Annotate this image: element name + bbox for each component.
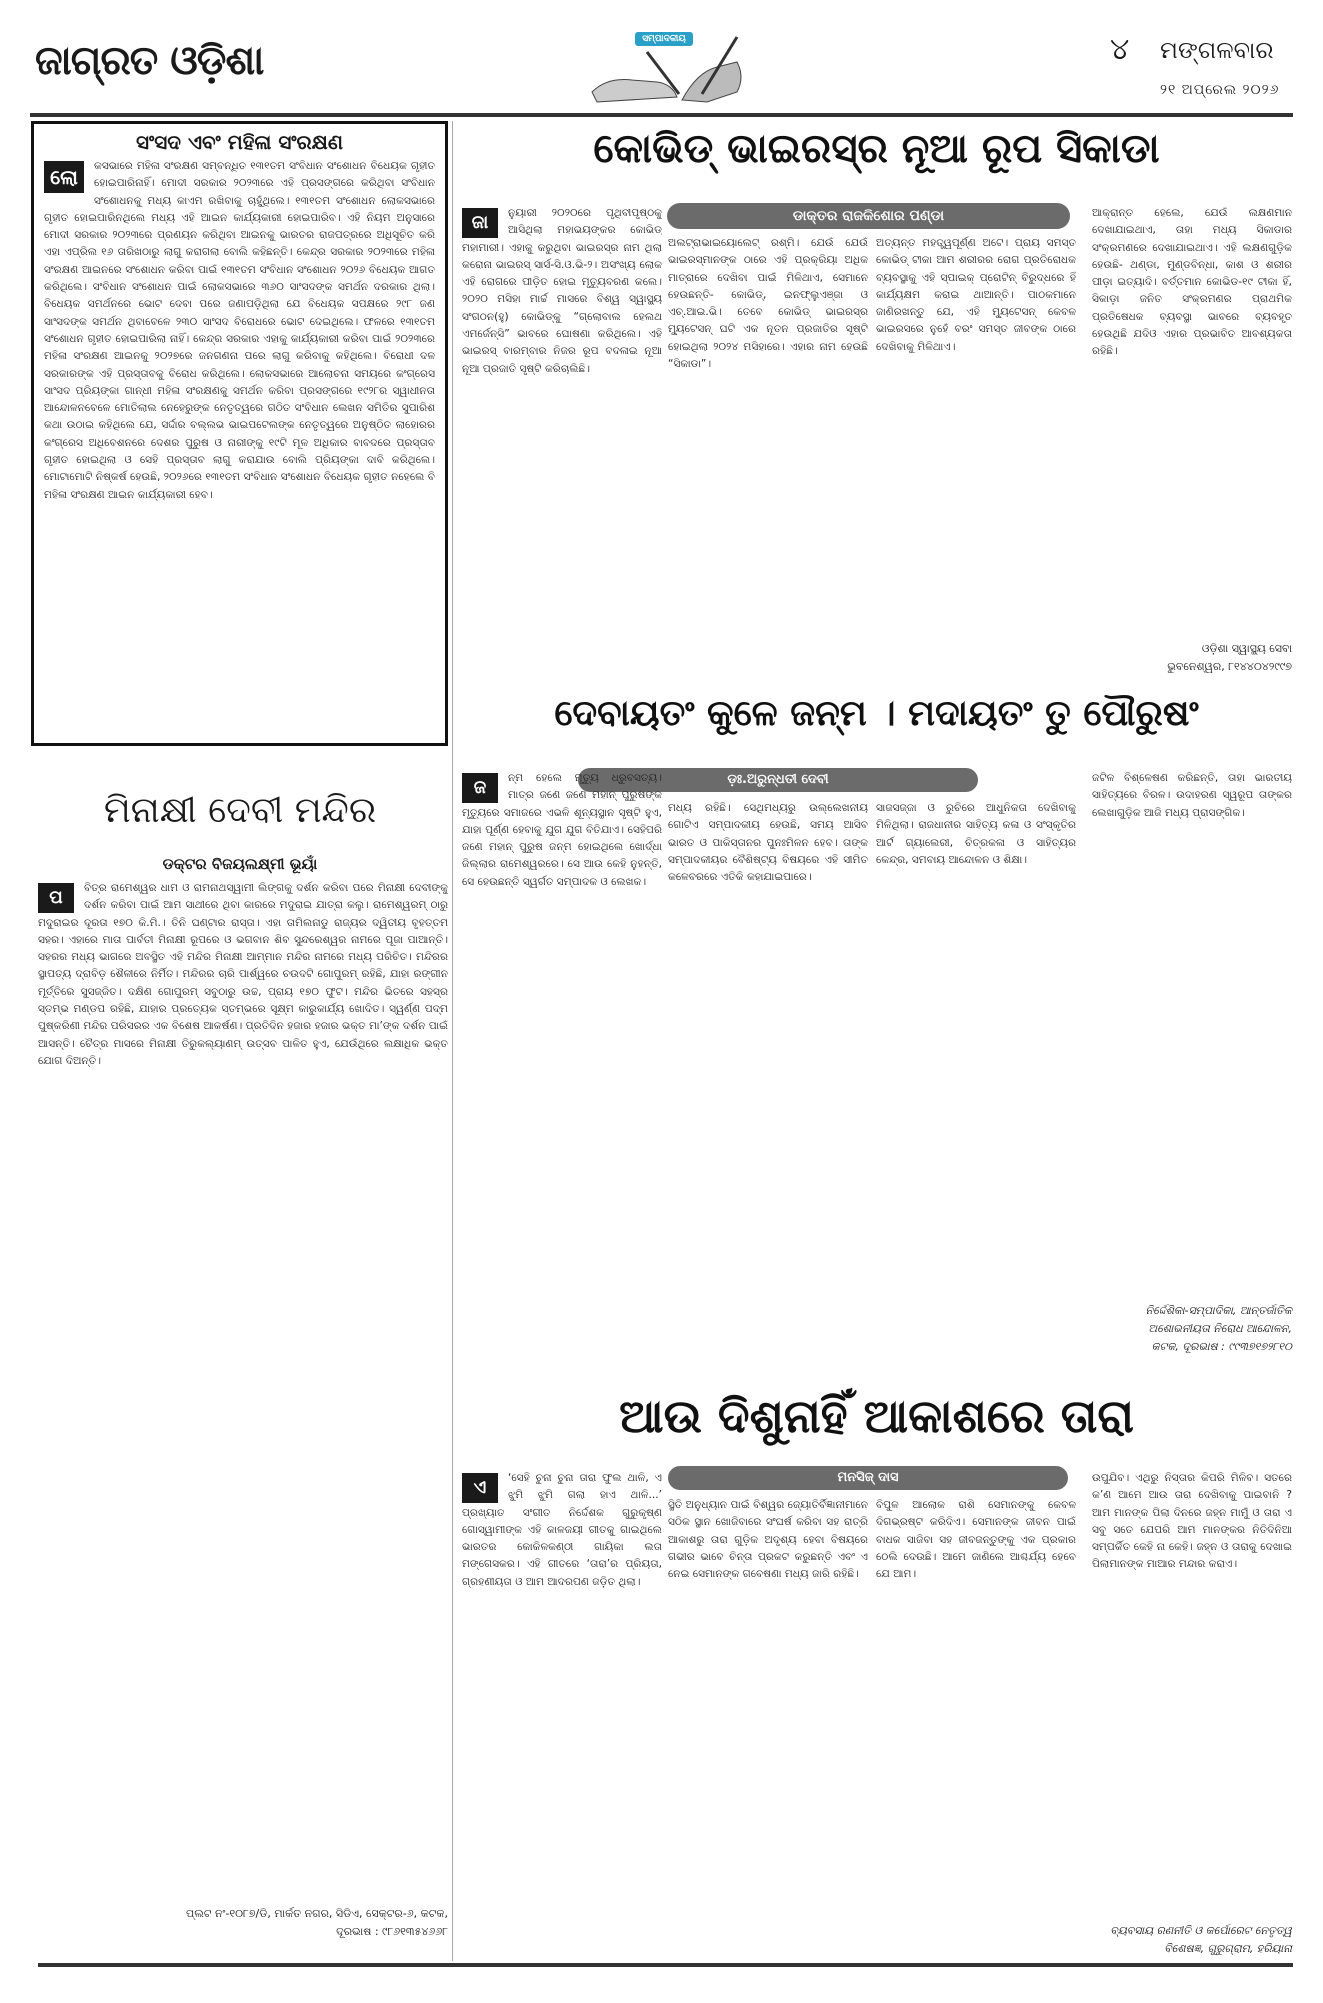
- page-number: ୪: [1110, 32, 1130, 67]
- meenakshi-body: [38, 880, 448, 1890]
- devayattam-col-1: [462, 770, 662, 1360]
- newspaper-name: ଜାଗ୍ରତ ଓଡ଼ିଶା: [35, 38, 264, 84]
- tara-col-4: ଉପୁଯିବ। ଏଥିରୁ ନିସ୍ତାର କିପରି ମିଳିବ। ସତରେ କ’ଣ ଆମେ ଆଉ ତାରା ଦେଖିବାକୁ ପାଇବାନି ? ଆମ ମାନଙ୍କ ପିଲା ଦିନରେ ଜହ୍ନ ମାମୁଁ ଓ ତାରା ଏ ସବୁ ସତେ ଯେପରି ଆମ ମାନଙ୍କର ନିତିଦିନିଆ ସମ୍ପର୍କିତ କେହି ନା କେହି। ଜହ୍ନ ଓ ତାରାକୁ ଦେଖାଇ ପିଲାମାନଙ୍କ ମାଆର ମନ୍ଦାର କରାଏ।: [1092, 1472, 1292, 1571]
- tara-headline: ଆଉ ଦିଶୁନାହିଁ ଆକାଶରେ ତାରା: [619, 1389, 1134, 1443]
- tara-signature-place: ବିଶେଷଜ୍ଞ, ଗୁରୁଗ୍ରାମ, ହରିୟାନା: [1164, 1942, 1292, 1955]
- meenakshi-author: ଡକ୍ଟର ବିଜୟଲକ୍ଷ୍ମୀ ଭୂୟାଁ: [162, 855, 318, 873]
- dropcap: ଜ: [462, 773, 498, 803]
- editorial-logo-word: ସମ୍ପାଦକୀୟ: [635, 32, 693, 46]
- dropcap: ଜା: [462, 208, 498, 238]
- editorial-logo: [587, 22, 747, 108]
- bottom-rule: [38, 1963, 1293, 1967]
- devayattam-headline: ଦେବାୟତଂ କୁଳେ ଜନ୍ମ । ମଦାୟତଂ ତୁ ପୌରୁଷଂ: [554, 693, 1199, 734]
- covid-col-4: ଆକ୍ରାନ୍ତ ହେଲେ, ଯେଉଁ ଲକ୍ଷଣମାନ ଦେଖାଯାଇଥାଏ, ତାହା ମଧ୍ୟ ସିକାଡାର ସଂକ୍ରମଣରେ ଦେଖାଯାଇଥାଏ। ଏହି ଲକ୍ଷଣଗୁଡ଼ିକ ହେଉଛି- ଥଣ୍ଡା, ମୁଣ୍ଡବିନ୍ଧା, କାଶ ଓ ଶରୀର ପୀଡ଼ା ଇତ୍ୟାଦି। ବର୍ତ୍ତମାନ କୋଭିଡ-୧୯ ଟୀକା ହିଁ, ସିକାଡ଼ା ଜନିତ ସଂକ୍ରମଣର ପ୍ରାଥମିକ ପ୍ରତିଷେଧକ ବ୍ୟବସ୍ଥା ଭାବରେ ବ୍ୟବହୃତ ହେଉଥିଛି ଯଦିଓ ଏହାର ପ୍ରଭାବିତ ଆବଶ୍ୟକତା ରହିଛି।: [1092, 207, 1292, 358]
- column-divider: [452, 121, 453, 1961]
- devayattam-signature-org: ଅଶୋଭନୀୟତା ନିରୋଧ ଆନ୍ଦୋଳନ,: [1148, 1322, 1292, 1335]
- masthead: [30, 0, 1293, 118]
- boxed-editorial-body: [34, 154, 445, 504]
- issue-date: ୨୧ ଅପ୍ରେଲ ୨୦୨୬: [1160, 82, 1280, 98]
- tara-col-3: ବିପୁଳ ଆଲୋକ ରାଶି ସେମାନଙ୍କୁ କେବଳ ଦିଗଭ୍ରଷ୍ଟ କରିଦିଏ। ସେମାନଙ୍କ ଜୀବନ ପାଇଁ ବାଧକ ସାଜିବା ସହ ଜୀବଜନ୍ତୁଙ୍କୁ ଏକ ପ୍ରକାର ଠେଲି ଦେଉଛି। ଆମେ ଜାଣିଲେ ଆଶ୍ଚର୍ଯ୍ୟ ହେବେ ଯେ ଆମ।: [876, 1499, 1076, 1581]
- devayattam-signature-phone: କଟକ, ଦୂରଭାଷ : ୯୯୩୭୧୭୨୮୧୦: [1151, 1340, 1292, 1353]
- covid-col-1: [462, 205, 662, 685]
- covid-signature-org: ଓଡ଼ିଶା ସ୍ୱାସ୍ଥ୍ୟ ସେବା: [1201, 642, 1292, 655]
- dropcap: ଏ: [462, 1473, 498, 1503]
- devayattam-col-3: ସାଜସଜ୍ଜା ଓ ରୁଚିରେ ଆଧୁନିକତା ଦେଖିବାକୁ ମିଳିଥିଲା। ରାଜଧାନୀର ସାହିତ୍ୟ କଳା ଓ ସଂସ୍କୃତିର ଆର୍ଟ ଗ୍ୟାଲେରୀ, ଚିତ୍ରକଳା ଓ ସାହିତ୍ୟର କେନ୍ଦ୍ର, ସମବାୟ ଆନ୍ଦୋଳନ ଓ ଶିକ୍ଷା।: [876, 802, 1076, 866]
- tara-byline: ମନସିଜ୍ ଦାସ: [668, 1466, 1068, 1490]
- covid-signature-place: ଭୁବନେଶ୍ୱର, ୮୧୪୪୦୪୨୯୯୭: [1167, 660, 1292, 673]
- devayattam-byline: ଡ଼ଃ.ଅରୁନ୍ଧତୀ ଦେବୀ: [578, 768, 978, 792]
- meenakshi-phone: ଦୂରଭାଷ : ୯୮୬୧୩୫୪୬୬୮: [336, 1925, 448, 1938]
- devayattam-col-4: ଜଟିଳ ବିଶ୍ଳେଷଣ କରିଛନ୍ତି, ତାହା ଭାରତୀୟ ସାହିତ୍ୟରେ ବିରଳ। ଉଦାହରଣ ସ୍ୱରୂପ ତାଙ୍କର ଲେଖାଗୁଡ଼ିକ ଆଜି ମଧ୍ୟ ପ୍ରାସଙ୍ଗିକ।: [1092, 772, 1292, 819]
- meenakshi-address: ପ୍ଲଟ ନଂ-୧୦୮୭/ଡି, ମାର୍କତ ନଗର, ସିଡିଏ, ସେକ୍ଟର-୬, କଟକ,: [186, 1907, 448, 1920]
- devayattam-signature-role: ନିର୍ଦ୍ଦେଶିକା-ସମ୍ପାଦିକା, ଆନ୍ତର୍ଜାତିକ: [1145, 1304, 1292, 1317]
- dropcap: ଲୋ: [44, 161, 84, 193]
- tara-signature-role: ବ୍ୟବସାୟ ରଣନୀତି ଓ କର୍ପୋରେଟ ନେତୃତ୍ୱ: [1110, 1924, 1292, 1937]
- devayattam-col-1-text: ନ୍ମ ହେଲେ ମୃତ୍ୟୁ ଧ୍ରୁବସତ୍ୟ। ମାତ୍ର ଜଣେ ଜଣେ ମହାନ୍ ପୁରୁଷଙ୍କ ମୃତ୍ୟୁରେ ସମାଜରେ ଏଭଳି ଶୂନ୍ୟସ୍ଥାନ ସୃଷ୍ଟି ହୁଏ, ଯାହା ପୂର୍ଣ୍ଣ ହେବାକୁ ଯୁଗ ଯୁଗ ବିତିଯାଏ। ସେହିପରି ଜଣେ ମହାନ୍ ପୁରୁଷ ଜନ୍ମ ହୋଇଥିଲେ ଖୋର୍ଦ୍ଧା ଜିଲ୍ଲାର ରାମେଶ୍ୱରରେ। ସେ ଆଉ କେହି ନୁହନ୍ତି, ସେ ହେଉଛନ୍ତି ସ୍ୱର୍ଗତ ସମ୍ପାଦକ ଓ ଲେଖକ।: [462, 772, 662, 888]
- meenakshi-title: ମିନାକ୍ଷୀ ଦେବୀ ମନ୍ଦିର: [103, 790, 377, 831]
- covid-col-1-text: ନୁୟାରୀ ୨୦୨୦ରେ ପୃଥିବୀପୃଷ୍ଠକୁ ଆସିଥିଲା ମହାଭୟଙ୍କର କୋଭିଡ୍ ମହାମାରୀ। ଏହାକୁ କରୁଥିବା ଭାଇରସ୍‌ର ନାମ ଥିଲା କରୋନା ଭାଇରସ୍ ସାର୍ସ-ସି.ଓ.ଭି-୨। ଅସଂଖ୍ୟ ଲୋକ ଏହି ରୋଗରେ ପୀଡ଼ିତ ହୋଇ ମୃତ୍ୟୁବରଣ କଲେ। ୨୦୨୦ ମସିହା ମାର୍ଚ୍ଚ ମାସରେ ବିଶ୍ୱ ସ୍ୱାସ୍ଥ୍ୟ ସଂଗଠନ(ହୁ) କୋଭିଡ୍‌କୁ “ଗ୍ଲୋବାଲ ହେଲଥ ଏମର୍ଜେନ୍ସି” ଭାବରେ ଘୋଷଣା କରିଥିଲେ। ଏହି ଭାଇରସ୍ ବାରମ୍ବାର ନିଜର ରୂପ ବଦଳାଇ ନୂଆ ନୂଆ ପ୍ରଜାତି ସୃଷ୍ଟି କରିଚାଲିଛି।: [462, 207, 662, 375]
- boxed-editorial: [31, 121, 448, 746]
- covid-headline: କୋଭିଡ୍ ଭାଇରସ୍‌ର ନୂଆ ରୂପ ସିକାଡା: [593, 126, 1160, 172]
- dropcap: ପ: [38, 883, 74, 913]
- covid-col-2: ଅଲଟ୍ରାଭାଇୟୋଲେଟ୍ ରଶ୍ମି। ଯେଉଁ ଯେଉଁ ଭାଇରସ୍‌ମାନଙ୍କ ଠାରେ ଏହି ପ୍ରକ୍ରିୟା ଅଧିକ ମାତ୍ରାରେ ଦେଖିବା ପାଇଁ ମିଳିଥାଏ, ସେମାନେ ହେଉଛନ୍ତି- କୋଭିଡ୍, ଇନଫ୍ଲୁଏଞ୍ଜା ଓ ଏଚ୍.ଆଇ.ଭି। ତେବେ କୋଭିଡ୍ ଭାଇରସ୍‌ର ମ୍ୟୁଟେସନ୍ ଘଟି ଏକ ନୂତନ ପ୍ରଜାତିର ସୃଷ୍ଟି ହୋଇଥିଲା ୨୦୨୪ ମସିହାରେ। ଏହାର ନାମ ହେଉଛି “ସିକାଡା”।: [668, 237, 868, 371]
- covid-col-3: ଅତ୍ୟନ୍ତ ମହତ୍ତ୍ୱପୂର୍ଣ୍ଣ ଅଟେ। ପ୍ରାୟ ସମସ୍ତ କୋଭିଡ୍ ଟୀକା ଆମ ଶରୀରର ରୋଗ ପ୍ରତିରୋଧକ ବ୍ୟବସ୍ଥାକୁ ଏହି ସ୍ପାଇକ୍ ପ୍ରୋଟିନ୍ ବିରୁଦ୍ଧରେ ହିଁ କାର୍ଯ୍ୟକ୍ଷମ କରାଇ ଥାଆନ୍ତି। ପାଠକମାନେ ଜାଣିରଖନ୍ତୁ ଯେ, ଏହି ମ୍ୟୁଟେସନ୍ କେବଳ ଭାଇରସରେ ନୁହେଁ ବରଂ ସମସ୍ତ ଜୀବଙ୍କ ଠାରେ ଦେଖିବାକୁ ମିଳିଥାଏ।: [876, 237, 1076, 353]
- tara-col-2: ସ୍ଥିତି ଅନୁଧ୍ୟାନ ପାଇଁ ବିଶ୍ୱର ଜ୍ୟୋତିର୍ବିଜ୍ଞାନୀମାନେ ସଠିକ ସ୍ଥାନ ଖୋଜିବାରେ ସଂଘର୍ଷ କରିବା ସହ ରାତ୍ରି ଆକାଶରୁ ତାରା ଗୁଡ଼ିକ ଅଦୃଶ୍ୟ ହେବା ବିଷୟରେ ଗଭୀର ଭାବେ ଚିନ୍ତା ପ୍ରକଟ କରୁଛନ୍ତି ଏବଂ ଏ ନେଇ ସେମାନଙ୍କ ଗବେଷଣା ମଧ୍ୟ ଜାରି ରହିଛି।: [668, 1499, 868, 1581]
- tara-col-1: [462, 1470, 662, 1950]
- top-rule: [30, 113, 1293, 117]
- covid-byline: ଡାକ୍ତର ରାଜକିଶୋର ପଣ୍ଡା: [667, 203, 1070, 229]
- boxed-editorial-title: ସଂସଦ ଏବଂ ମହିଳା ସଂରକ୍ଷଣ: [136, 130, 343, 154]
- devayattam-col-2: ମଧ୍ୟ ରହିଛି। ସେଥିମଧ୍ୟରୁ ଉଲ୍ଲେଖନୀୟ ଗୋଟିଏ ସମ୍ପାଦକୀୟ ହେଉଛି, ସମୟ ଆସିବ ଭାରତ ଓ ପାକିସ୍ତାନର ପୁନଃମିଳନ ହେବ। ତାଙ୍କ ସମ୍ପାଦକୀୟର ବୈଶିଷ୍ଟ୍ୟ ବିଷୟରେ ଏହି ସୀମିତ କଳେବରରେ ଏତିକି କହାଯାଇପାରେ।: [668, 802, 868, 884]
- weekday: ମଙ୍ଗଳବାର: [1160, 36, 1274, 64]
- meenakshi-text: ବିତ୍ର ରାମେଶ୍ୱର ଧାମ ଓ ରାମନାଥସ୍ୱାମୀ ଲିଙ୍ଗକୁ ଦର୍ଶନ କରିବା ପରେ ମିନାକ୍ଷୀ ଦେବୀଙ୍କୁ ଦର୍ଶନ କରିବା ପାଇଁ ଆମ ସାଥୀରେ ଥିବା କାରରେ ମଦୁରାଇ ଯାତ୍ରା କଲୁ। ରାମେଶ୍ୱରମ୍ ଠାରୁ ମଦୁରାଇର ଦୂରତା ୧୭୦ କି.ମି.। ତିନି ଘଣ୍ଟାର ରାସ୍ତା। ଏହା ତାମିଲନାଡୁ ରାଜ୍ୟର ଦ୍ୱିତୀୟ ବୃହତ୍ତମ ସହର। ଏହାରେ ମାତା ପାର୍ବତୀ ମିନାକ୍ଷୀ ରୂପରେ ଓ ଭଗବାନ ଶିବ ସୁନ୍ଦରେଶ୍ୱର ନାମରେ ପୂଜା ପାଆନ୍ତି। ସହରର ମଧ୍ୟ ଭାଗରେ ଅବସ୍ଥିତ ଏହି ମନ୍ଦିର ମିନାକ୍ଷୀ ଆମ୍ମାନ ମନ୍ଦିର ନାମରେ ମଧ୍ୟ ପରିଚିତ। ମନ୍ଦିରର ସ୍ଥାପତ୍ୟ ଦ୍ରାବିଡ଼ ଶୈଳୀରେ ନିର୍ମିତ। ମନ୍ଦିରର ଚାରି ପାର୍ଶ୍ୱରେ ଚଉଦଟି ଗୋପୁରମ୍ ରହିଛି, ଯାହା ରଙ୍ଗୀନ ମୂର୍ତ୍ତିରେ ସୁସଜ୍ଜିତ। ଦକ୍ଷିଣ ଗୋପୁରମ୍ ସବୁଠାରୁ ଉଚ୍ଚ, ପ୍ରାୟ ୧୭୦ ଫୁଟ। ମନ୍ଦିର ଭିତରେ ସହସ୍ର ସ୍ତମ୍ଭ ମଣ୍ଡପ ରହିଛି, ଯାହାର ପ୍ରତ୍ୟେକ ସ୍ତମ୍ଭରେ ସୂକ୍ଷ୍ମ କାରୁକାର୍ଯ୍ୟ ଖୋଦିତ। ସ୍ୱର୍ଣ୍ଣ ପଦ୍ମ ପୁଷ୍କରିଣୀ ମନ୍ଦିର ପରିସରର ଏକ ବିଶେଷ ଆକର୍ଷଣ। ପ୍ରତିଦିନ ହଜାର ହଜାର ଭକ୍ତ ମା’ଙ୍କ ଦର୍ଶନ ପାଇଁ ଆସନ୍ତି। ଚୈତ୍ର ମାସରେ ମିନାକ୍ଷୀ ତିରୁକଲ୍ୟାଣମ୍ ଉତ୍ସବ ପାଳିତ ହୁଏ, ଯେଉଁଥିରେ ଲକ୍ଷାଧିକ ଭକ୍ତ ଯୋଗ ଦିଅନ୍ତି।: [38, 882, 448, 1067]
- tara-col-1-text: ‘ସେହି ଚୁନା ଚୁନା ତାରା ଫୁଲ ଥାଳି, ଏ ଝୁମି ଝୁମି ଗଲା ହାଏ ଥାଳି...’ ପ୍ରଖ୍ୟାତ ସଂଗୀତ ନିର୍ଦ୍ଦେଶକ ଗୁରୁକୃଷ୍ଣ ଗୋସ୍ୱାମୀଙ୍କ ଏହି କାଳଜୟୀ ଗୀତକୁ ଗାଇଥିଲେ ଭାରତର କୋକିଳକଣ୍ଠୀ ଗାୟିକା ଲତା ମଙ୍ଗେସକର। ଏହି ଗୀତରେ ‘ତାରା’ର ପ୍ରିୟତା, ଗ୍ରହଣୀୟତା ଓ ଆମ ଆଦରପଣ ଜଡ଼ିତ ଥିଲା।: [462, 1472, 662, 1588]
- boxed-editorial-text: କସଭାରେ ମହିଳା ସଂରକ୍ଷଣ ସମ୍ବନ୍ଧିତ ୧୩୧ତମ ସଂବିଧାନ ସଂଶୋଧନ ବିଧେୟକ ଗୃହୀତ ହୋଇପାରିନାହିଁ। ମୋଦୀ ସରକାର ୨୦୨୩ରେ ଏହି ପ୍ରସଙ୍ଗରେ କରିଥିବା ସଂବିଧାନ ସଂଶୋଧନକୁ ମଧ୍ୟ କାଏମ ରଖିବାକୁ ଚାହୁଁଥିଲେ। ୧୩୧ତମ ସଂଶୋଧନ ଲୋକସଭାରେ ଗୃହୀତ ହୋଇପାରିନଥିଲେ ମଧ୍ୟ ଏହି ଆଇନ କାର୍ଯ୍ୟକାରୀ ହୋଇପାରିବ। ଏହି ନିୟମ ଅନୁସାରେ ମୋଦୀ ସରକାର ୨୦୨୩ରେ ପ୍ରଣୟନ କରିଥିବା ଆଇନକୁ ଭାରତର ରାଜପତ୍ରରେ ଅଧିସୂଚିତ କରି ଏହା ଏପ୍ରିଲ ୧୬ ତାରିଖଠାରୁ ଲାଗୁ କରାଗଲା ବୋଲି କହିଛନ୍ତି। କେନ୍ଦ୍ର ସରକାର ୨୦୨୩ରେ ମହିଳା ସଂରକ୍ଷଣ ଆଇନରେ ସଂଶୋଧନ କରିବା ପାଇଁ ୧୩୧ତମ ସଂବିଧାନ ସଂଶୋଧନ ୨୦୨୬ ବିଧେୟକ ଆଗତ କରିଥିଲେ। ସଂବିଧାନ ସଂଶୋଧନ ପାଇଁ ଲୋକସଭାରେ ୩୬୦ ସାଂସଦଙ୍କ ସମର୍ଥନ ଦରକାର ଥିଲା। ବିଧେୟକ ସମର୍ଥନରେ ଭୋଟ ଦେବା ପରେ ଜଣାପଡ଼ିଥିଲା ଯେ ବିଧେୟକ ସପକ୍ଷରେ ୨୯୮ ଜଣ ସାଂସଦଙ୍କ ସମର୍ଥନ ଥିବାବେଳେ ୨୩୦ ସାଂସଦ ବିରୋଧରେ ଭୋଟ ଦେଇଥିଲେ। ଫଳରେ ୧୩୧ତମ ସଂଶୋଧନ ଗୃହୀତ ହୋଇପାରିଲା ନାହିଁ। କେନ୍ଦ୍ର ସରକାର ଏହାକୁ କାର୍ଯ୍ୟକାରୀ କରିବା ପାଇଁ ୨୦୨୩ରେ ମହିଳା ସଂରକ୍ଷଣ ଆଇନକୁ ୨୦୨୭ରେ ଜନଗଣନା ପରେ ଲାଗୁ କରିବାକୁ କହିଥିଲେ। ବିରୋଧୀ ଦଳ ସରକାରଙ୍କ ଏହି ପ୍ରସ୍ତାବକୁ ବିରୋଧ କରିଥିଲେ। ଲୋକସଭାରେ ଆଲୋଚନା ସମୟରେ କଂଗ୍ରେସ ସାଂସଦ ପ୍ରିୟଙ୍କା ଗାନ୍ଧୀ ମହିଳା ସଂରକ୍ଷଣକୁ ସମର୍ଥନ କରିବା ପ୍ରସଙ୍ଗରେ ୧୯୨୮ର ସ୍ୱାଧୀନତା ଆନ୍ଦୋଳନବେଳେ ମୋତିଲାଲ ନେହେରୁଙ୍କ ନେତୃତ୍ୱରେ ଗଠିତ ସଂବିଧାନ ଲେଖନ ସମିତିର ସୁପାରିଶ କଥା ଉଠାଇ କହିଥିଲେ ଯେ, ସର୍ଦ୍ଦାର ବଲ୍ଲଭ ଭାଇପଟେଲଙ୍କ ନେତୃତ୍ୱରେ ଅନୁଷ୍ଠିତ ଲାହୋରର କଂଗ୍ରେସ ଅଧିବେଶନରେ ଦେଶର ପୁରୁଷ ଓ ନାରୀଙ୍କୁ ୧୯ଟି ମୂଳ ଅଧିକାର ବାବଦରେ ପ୍ରସ୍ତାବ ଗୃହୀତ ହୋଇଥିଲା ଓ ସେହି ପ୍ରସ୍ତାବ ଲାଗୁ କରାଯାଉ ବୋଲି ପ୍ରିୟଙ୍କା ଦାବି କରିଥିଲେ। ମୋଟାମୋଟି ନିଷ୍କର୍ଷ ହେଉଛି, ୨୦୨୬ରେ ୧୩୧ତମ ସଂବିଧାନ ସଂଶୋଧନ ବିଧେୟକ ଗୃହୀତ ନହେଲେ ବି ମହିଳା ସଂରକ୍ଷଣ ଆଇନ କାର୍ଯ୍ୟକାରୀ ହେବ।: [44, 160, 435, 501]
